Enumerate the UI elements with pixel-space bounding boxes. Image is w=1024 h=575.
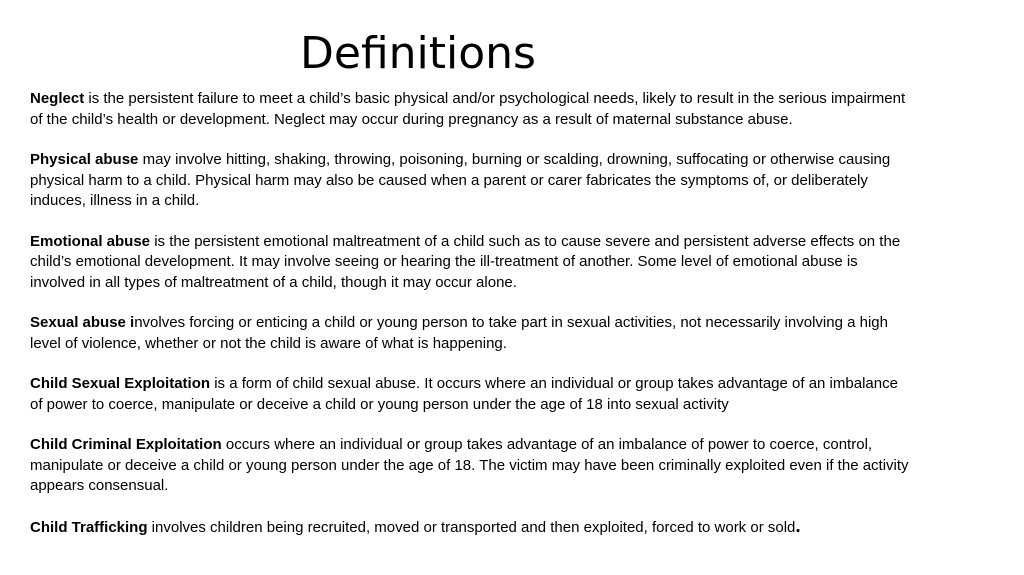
definition-text: is the persistent emotional maltreatment of a child such as to cause severe and persistent adverse effects on the child’s emotional development. It may involve seeing or hearing the ill-treatment of another. Some level of emotional abuse is involved in all types of maltreatment of a child, though it may occur alone.: [30, 232, 901, 291]
definitions-list: [30, 89, 910, 538]
definition-text: is the persistent failure to meet a child’s basic physical and/or psychological needs, likely to result in the serious impairment of the child’s health or development. Neglect may occur during pregnancy as a result of maternal substance abuse.: [30, 90, 906, 128]
definition-term: Sexual abuse i: [30, 314, 135, 331]
definition-emotional-abuse: [30, 232, 910, 294]
definition-physical-abuse: [30, 150, 910, 212]
definition-neglect: [30, 89, 910, 130]
definition-text: nvolves forcing or enticing a child or young person to take part in sexual activities, not necessarily involving a high level of violence, whether or not the child is aware of what is happening.: [30, 314, 888, 352]
definition-sexual-abuse: [30, 313, 910, 354]
definition-term: Physical abuse: [30, 151, 139, 168]
definition-text: occurs where an individual or group takes advantage of an imbalance of power to coerce, control, manipulate or deceive a child or young person under the age of 18. The victim may have been criminally exploited even if the activity appears consensual.: [30, 436, 909, 494]
definition-text: involves children being recruited, moved or transported and then exploited, forced to work or sold: [147, 518, 796, 536]
definition-child-trafficking: [30, 517, 910, 539]
trailing-period: .: [795, 515, 801, 537]
definition-child-sexual-exploitation: [30, 374, 910, 415]
slide-title: Definitions: [300, 28, 536, 79]
definition-text: is a form of child sexual abuse. It occurs where an individual or group takes advantage of an imbalance of power to coerce, manipulate or deceive a child or young person under the age of 18 into sexual activity: [30, 375, 898, 413]
definition-text: may involve hitting, shaking, throwing, poisoning, burning or scalding, drowning, suffocating or otherwise causing physical harm to a child. Physical harm may also be caused when a parent or carer fabricates the symptoms of, or deliberately induces, illness in a child.: [30, 151, 891, 209]
definition-child-criminal-exploitation: [30, 435, 910, 497]
definition-term: Child Criminal Exploitation: [30, 436, 222, 453]
definition-term: Neglect: [30, 90, 85, 107]
definition-term: Emotional abuse: [30, 232, 151, 250]
definition-term: Child Sexual Exploitation: [30, 375, 211, 392]
definition-term: Child Trafficking: [30, 518, 148, 536]
